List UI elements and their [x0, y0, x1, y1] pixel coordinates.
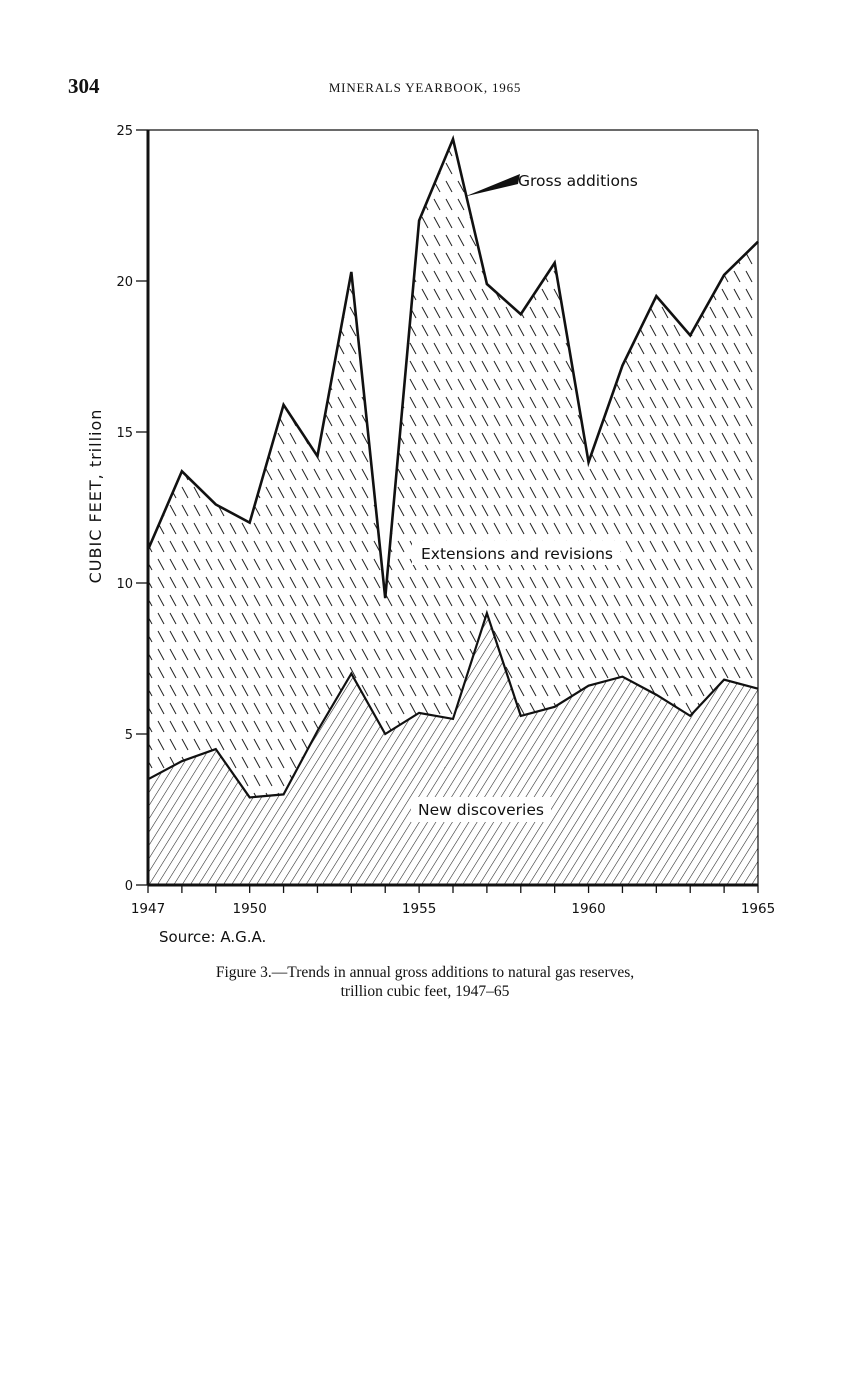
caption-line-1: Figure 3.—Trends in annual gross additions to natural gas reserves, [215, 964, 635, 981]
new-discoveries-label: New discoveries [418, 801, 544, 819]
x-tick-label: 1950 [232, 901, 267, 917]
figure-caption [120, 963, 730, 1001]
y-tick-label: 20 [116, 275, 133, 290]
y-axis-label: CUBIC FEET, trillion [86, 408, 105, 584]
source-note: Source: A.G.A. [159, 928, 267, 946]
x-tick-label: 1947 [130, 901, 166, 917]
caption-line-2: trillion cubic feet, 1947–65 [340, 983, 510, 1000]
extensions-area [148, 139, 758, 797]
x-tick-label: 1960 [571, 901, 606, 917]
page-number: 304 [68, 74, 100, 98]
x-tick-label: 1955 [401, 901, 437, 917]
extensions-label: Extensions and revisions [421, 545, 613, 563]
y-tick-label: 10 [116, 577, 133, 592]
y-tick-label: 5 [124, 728, 133, 743]
running-title: MINERALS YEARBOOK, 1965 [328, 80, 522, 95]
y-tick-label: 15 [116, 426, 133, 441]
x-tick-label: 1965 [740, 901, 776, 917]
gross-additions-label: Gross additions [518, 172, 638, 190]
y-tick-label: 25 [116, 124, 133, 139]
plot-area [116, 124, 775, 917]
gross-additions-arrow [465, 174, 520, 196]
y-tick-label: 0 [124, 879, 133, 894]
